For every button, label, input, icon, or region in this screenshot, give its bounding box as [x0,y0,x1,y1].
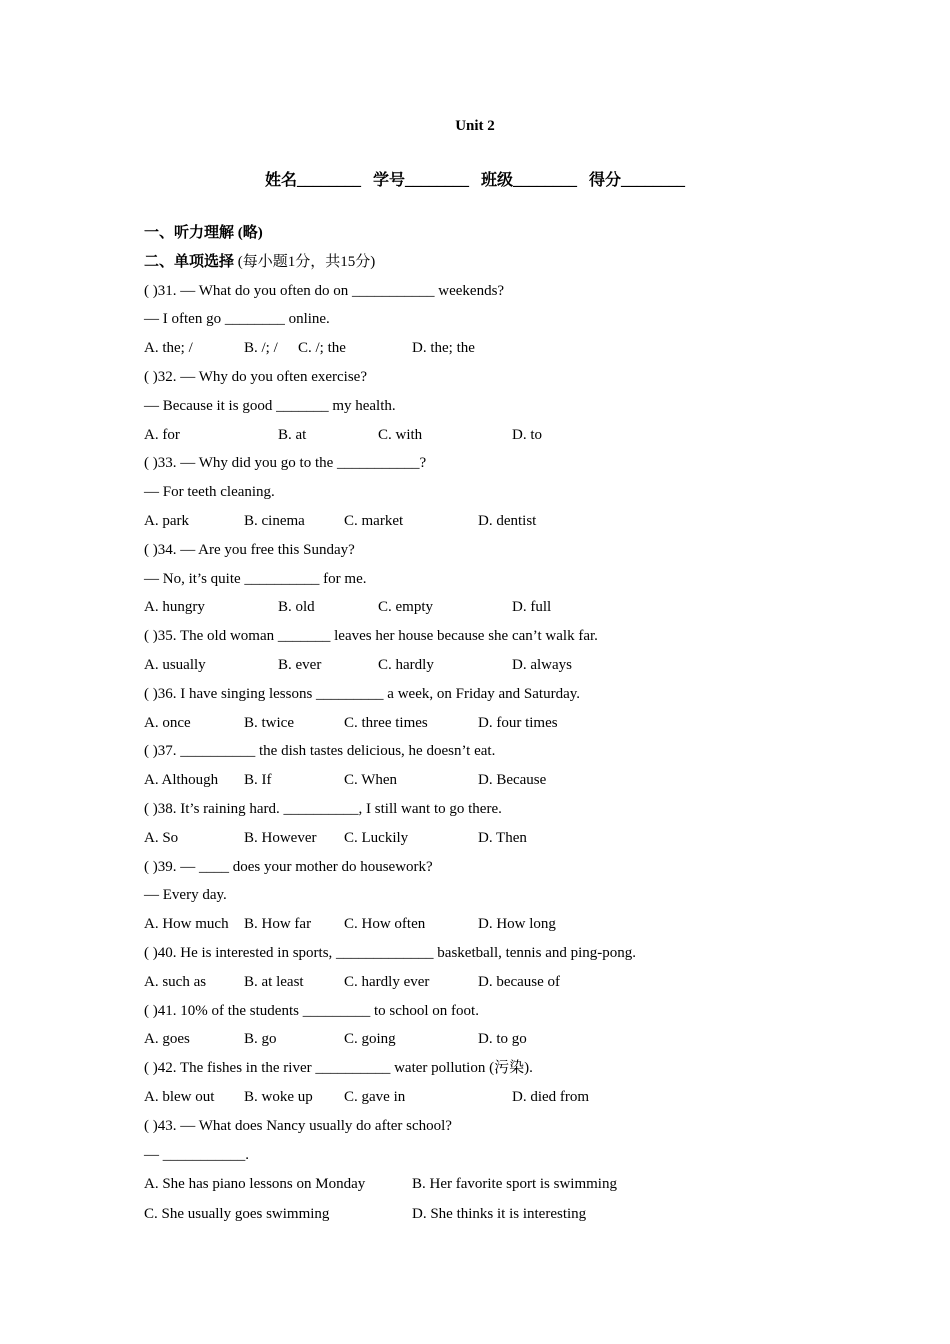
question-item [144,795,844,853]
option-a: A. the; / [144,340,193,357]
option-b: B. However [244,829,317,846]
options-row [144,1025,844,1054]
options-row [144,334,844,363]
option-a: A. She has piano lessons on Monday [144,1176,366,1193]
option-d: D. four times [478,714,558,731]
question-stem: ( )38. It’s raining hard. __________, I still want to go there. [144,800,502,817]
option-a: A. blew out [144,1088,215,1105]
option-a: A. hungry [144,599,205,616]
option-c: C. hardly [378,656,434,673]
question-reply: — I often go ________ online. [144,311,330,328]
options-row [144,1169,844,1199]
question-stem: ( )37. __________ the dish tastes delicious, he doesn’t eat. [144,743,496,760]
name-field: 姓名________ [264,172,361,189]
question-item [144,939,844,997]
question-stem: ( )43. — What does Nancy usually do after school? [144,1117,452,1134]
option-a: A. So [144,829,179,846]
student-info-row [0,167,950,190]
question-reply: — Because it is good _______ my health. [144,397,396,414]
option-b: B. Her favorite sport is swimming [412,1176,617,1193]
option-c: C. gave in [344,1088,406,1105]
question-stem: ( )35. The old woman _______ leaves her house because she can’t walk far. [144,628,598,645]
option-c: C. with [378,426,423,443]
options-row [144,1083,844,1112]
options-row [144,1199,844,1229]
option-b: B. old [278,599,315,616]
option-d: D. full [512,599,552,616]
option-a: A. once [144,714,191,731]
option-b: B. How far [244,916,312,933]
worksheet-content [144,219,844,1229]
options-row [144,507,844,536]
option-b: B. ever [278,656,322,673]
option-c: C. Luckily [344,829,409,846]
class-field: 班级________ [481,172,578,189]
option-b: B. at least [244,973,304,990]
option-d: D. died from [512,1088,590,1105]
options-row [144,593,844,622]
question-item [144,622,844,680]
question-item [144,363,844,449]
options-row [144,651,844,680]
option-c: C. empty [378,599,433,616]
option-c: C. When [344,772,398,789]
option-b: B. /; / [244,340,278,357]
question-stem: ( )31. — What do you often do on ___________ weekends? [144,282,505,299]
option-a: A. Although [144,772,219,789]
option-a: A. for [144,426,180,443]
section-choice-title: 二、单项选择 [144,253,235,270]
question-item [144,277,844,363]
question-item [144,997,844,1055]
option-b: B. woke up [244,1088,313,1105]
option-b: B. at [278,426,307,443]
page-title: Unit 2 [455,118,495,134]
options-row [144,421,844,450]
option-b: B. cinema [244,512,305,529]
question-item [144,853,844,939]
question-reply: — For teeth cleaning. [144,484,275,501]
question-item [144,1112,844,1230]
option-a: A. park [144,512,189,529]
question-item [144,536,844,622]
option-b: B. twice [244,714,294,731]
question-stem: ( )42. The fishes in the river __________ water pollution (污染). [144,1060,533,1077]
option-b: B. go [244,1031,277,1048]
question-reply: — Every day. [144,887,227,904]
option-d: D. to go [478,1031,527,1048]
question-stem: ( )39. — ____ does your mother do housework? [144,858,433,875]
option-d: D. always [512,656,572,673]
score-field: 得分________ [589,172,686,189]
question-stem: ( )40. He is interested in sports, _____________ basketball, tennis and ping-pong. [144,944,637,961]
question-stem: ( )34. — Are you free this Sunday? [144,541,355,558]
question-item [144,737,844,795]
question-list [144,277,844,1230]
question-stem: ( )36. I have singing lessons _________ a week, on Friday and Saturday. [144,685,581,702]
question-item [144,1054,844,1112]
option-a: A. such as [144,973,207,990]
options-row [144,709,844,738]
option-c: C. /; the [298,340,346,357]
options-row [144,766,844,795]
question-reply: — ___________. [144,1146,249,1163]
option-d: D. dentist [478,512,537,529]
option-c: C. going [344,1031,396,1048]
option-d: D. Because [478,772,547,789]
option-a: A. goes [144,1031,190,1048]
option-d: D. Then [478,829,527,846]
option-d: D. She thinks it is interesting [412,1206,587,1223]
question-reply: — No, it’s quite __________ for me. [144,570,367,587]
option-d: D. because of [478,973,561,990]
option-d: D. to [512,426,542,443]
option-c: C. three times [344,714,428,731]
student-id-field: 学号________ [372,172,469,189]
option-c: C. She usually goes swimming [144,1206,330,1223]
option-b: B. If [244,772,272,789]
options-row [144,968,844,997]
question-stem: ( )41. 10% of the students _________ to school on foot. [144,1002,479,1019]
question-stem: ( )32. — Why do you often exercise? [144,368,367,385]
section-listening: 一、听力理解 (略) [144,225,263,241]
option-c: C. market [344,512,404,529]
question-item [144,680,844,738]
option-d: D. How long [478,916,556,933]
options-row [144,824,844,853]
question-stem: ( )33. — Why did you go to the ___________? [144,455,427,472]
question-item [144,449,844,535]
section-choice-note: (每小题1分，共15分) [234,253,376,270]
option-c: C. How often [344,916,426,933]
option-a: A. usually [144,656,206,673]
options-row [144,910,844,939]
option-a: A. How much [144,916,229,933]
section-multiple-choice [144,248,844,277]
option-c: C. hardly ever [344,973,430,990]
option-d: D. the; the [412,340,475,357]
